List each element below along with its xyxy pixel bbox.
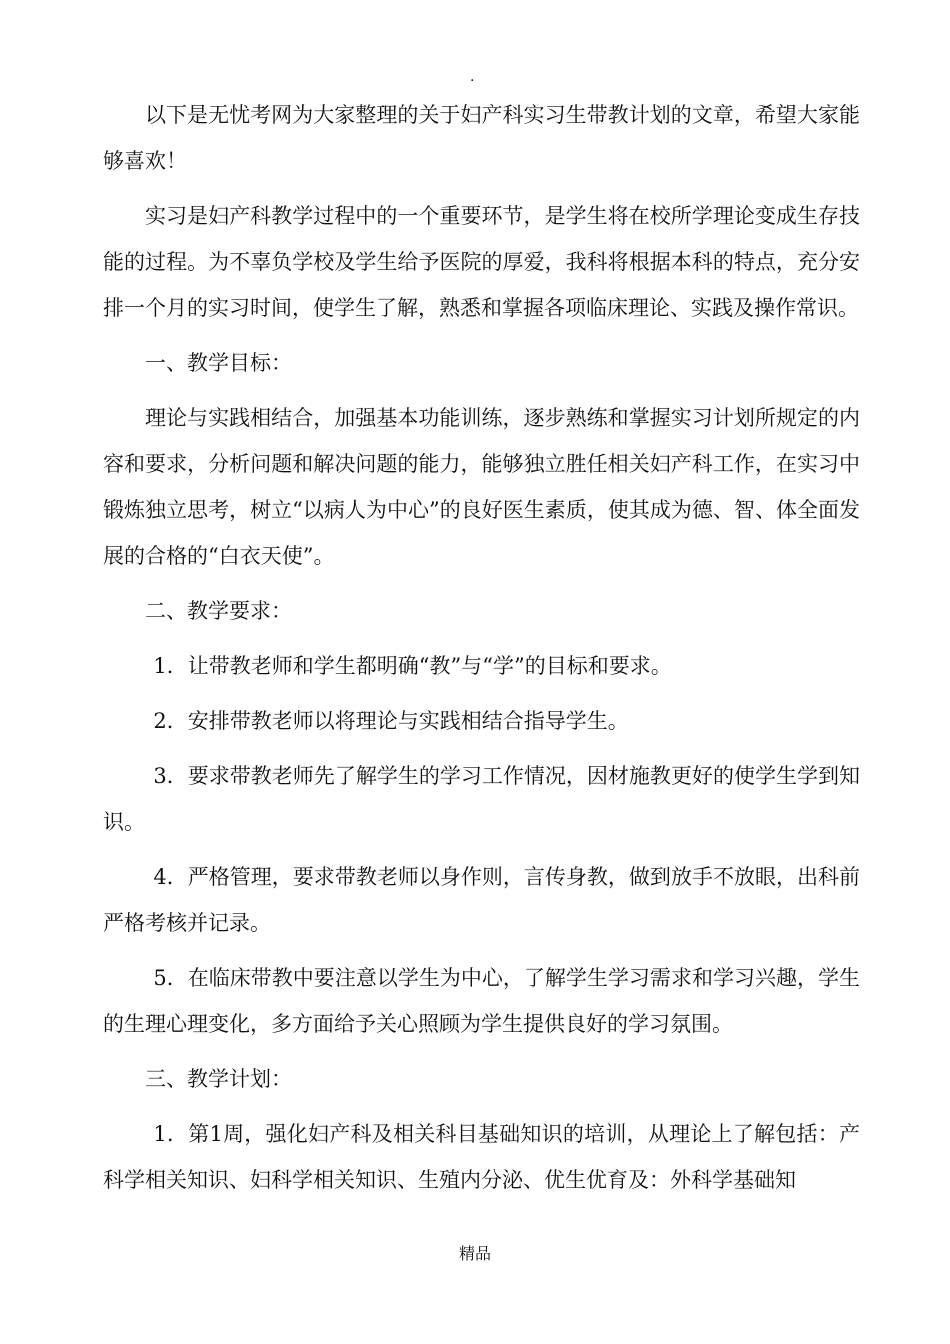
section-heading-plan: 三、教学计划： [145, 1067, 292, 1091]
list-item: 1．第1周，强化妇产科及相关科目基础知识的培训，从理论上了解包括：产科学相关知识、妇科学相关知识、生殖内分泌、优生优育及：外科学基础知 [103, 1122, 860, 1192]
list-item: 2．安排带教老师以将理论与实践相结合指导学生。 [153, 709, 629, 733]
header-mark: . [470, 69, 475, 85]
list-item: 5．在临床带教中要注意以学生为中心，了解学生学习需求和学习兴趣，学生的生理心理变化，多方面给予关心照顾为学生提供良好的学习氛围。 [103, 966, 860, 1036]
list-item: 3．要求带教老师先了解学生的学习工作情况，因材施教更好的使学生学到知识。 [103, 764, 860, 834]
list-item: 4．严格管理，要求带教老师以身作则，言传身教，做到放手不放眼，出科前严格考核并记录。 [103, 865, 860, 935]
list-item: 1．让带教老师和学生都明确“教”与“学”的目标和要求。 [153, 654, 672, 678]
body-paragraph: 实习是妇产科教学过程中的一个重要环节，是学生将在校所学理论变成生存技能的过程。为不辜负学校及学生给予医院的厚爱，我科将根据本科的特点，充分安排一个月的实习时间，使学生了解，熟悉和掌握各项临床理论、实践及操作常识。 [103, 204, 860, 320]
page-footer: 精品 [458, 1244, 491, 1263]
intro-paragraph: 以下是无忧考网为大家整理的关于妇产科实习生带教计划的文章，希望大家能够喜欢！ [103, 103, 860, 173]
section-heading-requirements: 二、教学要求： [145, 599, 292, 623]
body-paragraph: 理论与实践相结合，加强基本功能训练，逐步熟练和掌握实习计划所规定的内容和要求，分析问题和解决问题的能力，能够独立胜任相关妇产科工作，在实习中锻炼独立思考，树立“以病人为中心”的良好医生素质，使其成为德、智、体全面发展的合格的“白衣天使”。 [103, 406, 860, 568]
document-body [103, 92, 860, 1212]
section-heading-goals: 一、教学目标： [145, 351, 292, 375]
